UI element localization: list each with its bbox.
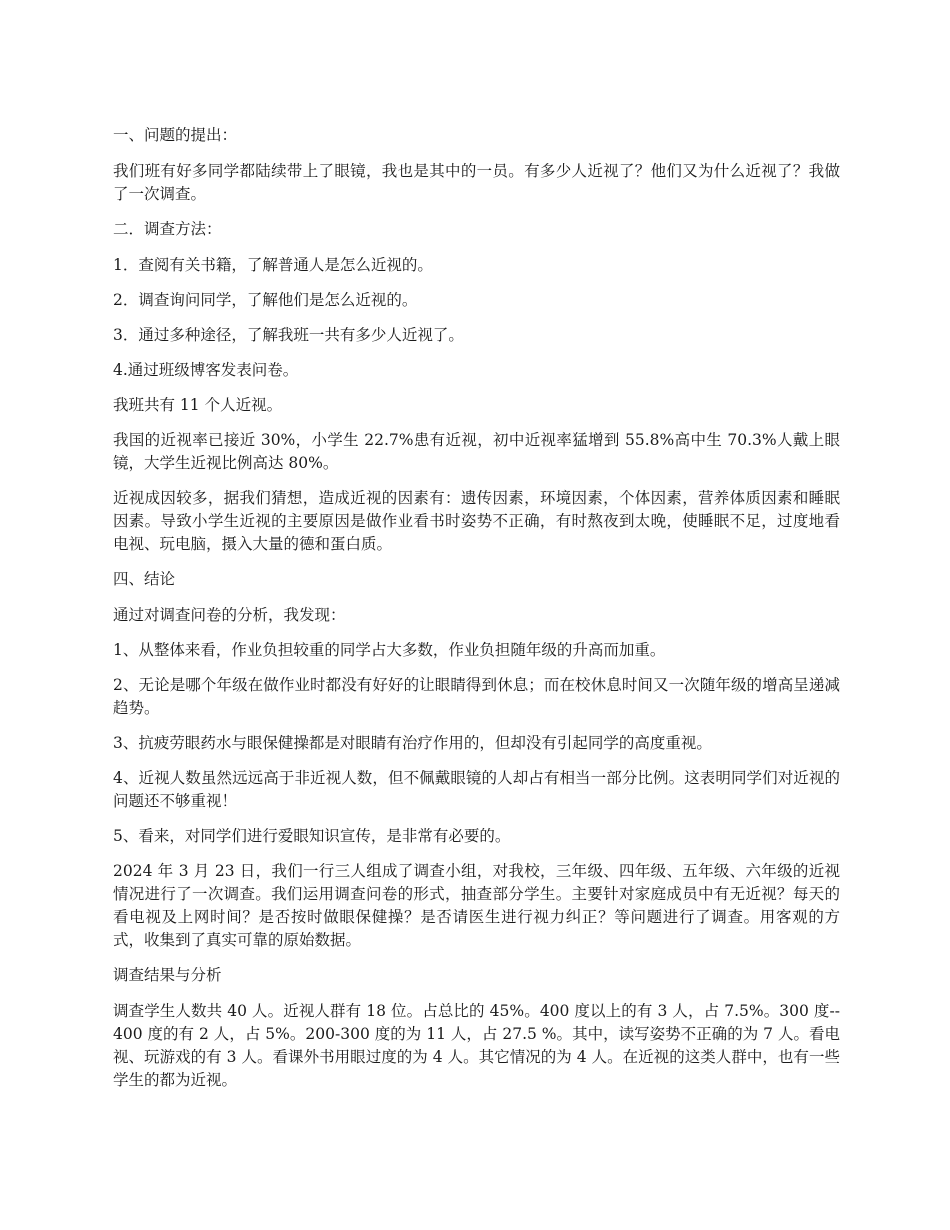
section-heading-results: 调查结果与分析 <box>113 966 222 984</box>
section-heading-conclusion: 四、结论 <box>113 570 176 588</box>
method-item-2: 2．调查询问同学，了解他们是怎么近视的。 <box>113 291 418 309</box>
paragraph-class-count: 我班共有 11 个人近视。 <box>113 396 283 414</box>
section-heading-problem: 一、问题的提出： <box>113 126 238 144</box>
section-heading-method: 二．调查方法： <box>113 220 222 238</box>
paragraph-national-rate: 我国的近视率已接近 30%，小学生 22.7%患有近视，初中近视率猛增到 55.8%高中生 70.3%人戴上眼镜，大学生近视比例高达 80%。 <box>113 431 840 472</box>
document-body <box>113 124 840 1104</box>
paragraph-survey-process: 2024 年 3 月 23 日，我们一行三人组成了调查小组，对我校，三年级、四年级、五年级、六年级的近视情况进行了一次调查。我们运用调查问卷的形式，抽查部分学生。主要针对家庭成员中有无近视？每天的看电视及上网时间？是否按时做眼保健操？是否请医生进行视力纠正？等问题进行了调查。用客观的方式，收集到了真实可靠的原始数据。 <box>113 862 840 949</box>
conclusion-item-3: 3、抗疲劳眼药水与眼保健操都是对眼睛有治疗作用的，但却没有引起同学的高度重视。 <box>113 734 712 752</box>
paragraph-results: 调查学生人数共 40 人。近视人群有 18 位。占总比的 45%。400 度以上的有 3 人，占 7.5%。300 度--400 度的有 2 人，占 5%。200-300 度的为 11 人，占 27.5 %。其中，读写姿势不正确的为 7 人。看电视、玩游戏的有 3 人。看课外书用眼过度的为 4 人。其它情况的为 4 人。在近视的这类人群中，也有一些学生的都为近视。 <box>113 1002 840 1089</box>
conclusion-item-5: 5、看来，对同学们进行爱眼知识宣传，是非常有必要的。 <box>113 827 511 845</box>
paragraph-causes: 近视成因较多，据我们猜想，造成近视的因素有：遗传因素，环境因素，个体因素，营养体质因素和睡眠因素。导致小学生近视的主要原因是做作业看书时姿势不正确，有时熬夜到太晚，使睡眠不足，过度地看电视、玩电脑，摄入大量的德和蛋白质。 <box>113 489 840 553</box>
paragraph-intro: 我们班有好多同学都陆续带上了眼镜，我也是其中的一员。有多少人近视了？他们又为什么近视了？我做了一次调查。 <box>113 162 840 203</box>
conclusion-item-1: 1、从整体来看，作业负担较重的同学占大多数，作业负担随年级的升高而加重。 <box>113 641 666 659</box>
paragraph-analysis-intro: 通过对调查问卷的分析，我发现： <box>113 606 346 624</box>
method-item-1: 1．查阅有关书籍，了解普通人是怎么近视的。 <box>113 256 433 274</box>
conclusion-item-2: 2、无论是哪个年级在做作业时都没有好好的让眼睛得到休息；而在校休息时间又一次随年级的增高呈递减趋势。 <box>113 676 840 717</box>
method-item-3: 3．通过多种途径，了解我班一共有多少人近视了。 <box>113 326 464 344</box>
conclusion-item-4: 4、近视人数虽然远远高于非近视人数，但不佩戴眼镜的人却占有相当一部分比例。这表明同学们对近视的问题还不够重视！ <box>113 769 840 810</box>
method-item-4: 4.通过班级博客发表问卷。 <box>113 361 299 379</box>
